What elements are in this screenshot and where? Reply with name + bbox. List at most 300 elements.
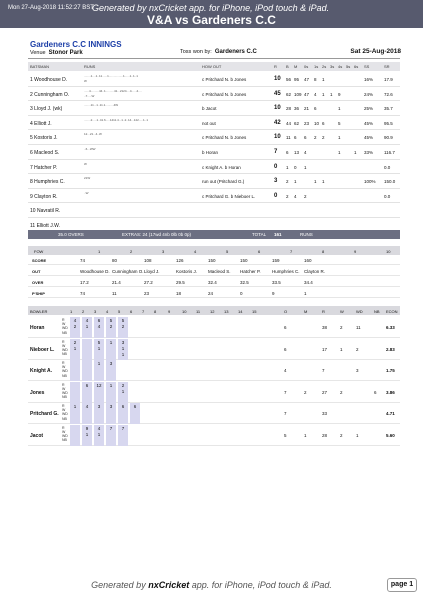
over-value: 3 xyxy=(97,404,101,409)
ball-by-ball: W xyxy=(84,161,87,166)
bowling-col-header: WD xyxy=(356,308,363,314)
fow-cell: 32.5 xyxy=(240,280,249,285)
batsman-stat-b: 1 xyxy=(286,164,289,170)
code-label: WD xyxy=(62,390,68,395)
batsman-stat-sr: 17.9 xyxy=(384,77,393,82)
fow-cell: Humphries C. xyxy=(272,269,300,274)
fow-cell: 108 xyxy=(144,258,152,263)
fow-cell: Woodhouse D. xyxy=(80,269,110,274)
batsman-stat-sr: 150.0 xyxy=(384,179,396,185)
over-value: 1 xyxy=(73,404,77,409)
bowler-stat-wd: 3 xyxy=(356,368,359,373)
code-label: R xyxy=(62,339,65,344)
bowler-stat-w: 2 xyxy=(340,432,343,438)
over-value: 5 xyxy=(97,339,101,345)
bowling-col-header: 5 xyxy=(118,308,121,314)
ball-by-ball-cont: ..7.....W xyxy=(84,93,95,98)
bowling-col-header: 10 xyxy=(182,308,187,314)
fow-wicket-number: 5 xyxy=(226,248,229,254)
code-label: R xyxy=(62,382,65,387)
batsman-stat-m: 95 xyxy=(294,77,300,82)
batsman-row xyxy=(28,87,400,102)
code-label: WD xyxy=(62,326,68,331)
over-value: 4 xyxy=(97,425,101,431)
batsman-stat-s2: 1 xyxy=(322,91,325,97)
batsman-stat-b: 11 xyxy=(286,135,291,141)
bowler-row xyxy=(28,360,400,381)
batsman-stat-z: 6 xyxy=(304,135,307,141)
batsman-stat-m: 0 xyxy=(294,164,297,170)
fow-wicket-number: 2 xyxy=(130,248,133,254)
batsman-number: 9 xyxy=(30,193,33,200)
over-value: 3 xyxy=(109,361,113,366)
batsman-number: 8 xyxy=(30,179,33,186)
bowler-name: Jones xyxy=(30,389,45,396)
batsman-row xyxy=(28,160,400,175)
code-label: W xyxy=(62,365,66,370)
code-label: R xyxy=(62,361,65,365)
over-cell xyxy=(94,360,104,381)
bowler-stat-o: 7 xyxy=(284,411,287,416)
bowler-name: Knight A. xyxy=(30,368,53,374)
fow-cell: 18 xyxy=(176,291,182,296)
fow-cell: Clayton R. xyxy=(304,269,326,274)
bowling-col-header: 15 xyxy=(252,308,257,314)
bowler-stat-r: 38 xyxy=(322,325,328,330)
batsman-stat-s6: 1 xyxy=(354,150,357,155)
batsman-stat-s2: 6 xyxy=(322,120,325,126)
batsman-name-text: Cunningham O. xyxy=(34,91,70,98)
batsman-stat-s4: 1 xyxy=(338,150,341,155)
generated-by-banner: Generated by nxCricket app. for iPhone, iPod touch & iPad. xyxy=(92,3,330,13)
fow-row-label: P'SHIP xyxy=(32,291,45,296)
bowling-header xyxy=(28,306,400,315)
batsman-stat-s1: 6 xyxy=(314,106,317,112)
match-date: Sat 25-Aug-2018 xyxy=(350,48,401,55)
batsman-runs: 0 xyxy=(274,192,278,199)
bowler-stat-wd: 2 xyxy=(356,346,359,352)
batsman-runs: 10 xyxy=(274,105,281,112)
over-cell xyxy=(94,317,104,338)
batsman-stat-s4: 5 xyxy=(338,120,341,126)
how-out: c Pritchard G. b Nieboer L. xyxy=(202,193,256,199)
batsman-name-text: Humphries C. xyxy=(34,179,65,186)
batsman-name xyxy=(30,208,60,214)
bowler-row-codes xyxy=(62,318,68,335)
venue-value: Stonor Park xyxy=(48,50,83,56)
ball-by-ball: ........1....1..11......1.................1......1..1..1 xyxy=(84,74,138,78)
batsman-stat-sr: 35.7 xyxy=(384,106,393,112)
code-label: R xyxy=(62,318,65,322)
bowler-name: Nieboer L. xyxy=(30,346,55,353)
bowling-col-header: BOWLER xyxy=(30,308,48,314)
batsman-row xyxy=(28,145,400,160)
over-cell xyxy=(94,339,104,360)
overs-summary: 35.0 OVERS xyxy=(58,232,84,237)
fow-row-label: OUT xyxy=(32,269,41,274)
over-cell xyxy=(106,403,116,424)
match-title: V&A vs Gardeners C.C xyxy=(147,13,276,27)
fow-cell: Cunningham O. xyxy=(112,269,144,274)
bowling-col-header: R xyxy=(322,308,325,314)
batsman-name-text: Hatcher P. xyxy=(34,164,58,171)
batsman-stat-s1: 1 xyxy=(314,179,317,185)
code-label: NB xyxy=(62,352,67,357)
batsman-runs: 7 xyxy=(274,149,278,155)
batsman-stat-ss: 45% xyxy=(364,120,374,126)
divider xyxy=(28,58,400,59)
over-value: 6 xyxy=(121,404,125,409)
batsman-name xyxy=(30,77,67,83)
code-label: NB xyxy=(62,416,67,421)
batting-col-header: HOW OUT xyxy=(202,64,222,69)
batting-col-header: SR xyxy=(384,64,390,69)
batsman-number: 5 xyxy=(30,135,33,142)
fow-cell: 150 xyxy=(208,258,216,263)
batsman-stat-m: 4 xyxy=(294,193,297,199)
toss-value: Gardeners C.C xyxy=(214,49,257,55)
code-label: W xyxy=(62,386,66,391)
fow-cell: 126 xyxy=(176,258,184,263)
fow-cell: 24 xyxy=(208,291,214,296)
bowler-stat-econ: 6.33 xyxy=(386,325,395,330)
over-value: 2 xyxy=(73,324,77,329)
bowler-stat-wd: 11 xyxy=(356,325,361,330)
batting-col-header: SS xyxy=(364,64,370,69)
code-label: NB xyxy=(62,395,67,400)
over-value: 4 xyxy=(85,318,89,323)
ball-by-ball: ........2.....1..41.6.....1411.4...1..2..14...122.....1..1 xyxy=(84,117,148,122)
batsman-stat-s2: 1 xyxy=(322,77,325,82)
batsman-name-text: Clayton R. xyxy=(34,193,58,200)
bowling-col-header: 4 xyxy=(106,308,109,314)
fow-cell: 33.5 xyxy=(272,280,281,285)
batsman-stat-ss: 25% xyxy=(364,106,374,112)
fow-wicket-number: 3 xyxy=(162,248,165,254)
batsman-stat-s1: 4 xyxy=(314,91,317,97)
batsman-stat-s1: 2 xyxy=(314,135,317,141)
over-cell xyxy=(82,317,92,338)
batsman-stat-z: 47 xyxy=(304,77,310,82)
over-cell xyxy=(70,403,80,424)
batsman-number: 2 xyxy=(30,91,33,98)
bowler-row xyxy=(28,403,400,424)
batsman-stat-z: 23 xyxy=(304,120,310,126)
bowler-stat-nb: 6 xyxy=(374,389,377,395)
fow-cell: 80 xyxy=(112,258,118,263)
how-out: not out xyxy=(202,120,216,126)
batsman-name xyxy=(30,223,60,229)
bowling-col-header: 13 xyxy=(224,308,229,314)
over-value: 7 xyxy=(121,425,125,431)
over-cell xyxy=(118,403,128,424)
fow-wicket-number: 4 xyxy=(194,248,197,254)
bowler-row-codes xyxy=(62,383,68,400)
batsman-stat-sr: 72.6 xyxy=(384,91,393,97)
bowler-stat-econ: 5.60 xyxy=(386,432,395,438)
batting-col-header: B xyxy=(286,64,289,69)
bowler-stat-o: 4 xyxy=(284,368,287,373)
over-cell xyxy=(94,403,104,424)
batsman-stat-sr: 90.9 xyxy=(384,135,393,141)
batsman-stat-ss: 45% xyxy=(364,135,374,141)
batsman-name-text: Woodhouse D. xyxy=(34,77,68,83)
footer-banner xyxy=(0,580,423,590)
over-value: 1 xyxy=(73,345,77,351)
fow-cell: 23 xyxy=(144,291,150,296)
over-cell xyxy=(106,425,116,446)
over-cell xyxy=(118,339,128,360)
batting-header xyxy=(28,62,400,71)
how-out: run out (Pritchard G.) xyxy=(202,179,245,185)
fow-wicket-number: 9 xyxy=(354,248,357,254)
batsman-stat-sr: 0.0 xyxy=(384,164,391,170)
fow-row-out xyxy=(28,267,400,276)
fow-header xyxy=(28,246,400,255)
batsman-stat-s1: 10 xyxy=(314,120,320,126)
fow-cell: Lloyd J. xyxy=(144,269,160,274)
how-out: c Pritchard N. b Jones xyxy=(202,135,247,141)
over-value: 1 xyxy=(97,345,101,351)
fow-cell: 9 xyxy=(272,291,275,296)
fow-cell: 150 xyxy=(240,258,248,263)
fow-cell: Kostoris J. xyxy=(176,269,198,274)
bowler-stat-w: 1 xyxy=(340,346,343,352)
runs-label: RUNS xyxy=(300,232,313,237)
over-value: 9 xyxy=(85,425,89,431)
over-value: 1 xyxy=(121,388,125,394)
how-out: b Jacot xyxy=(202,106,217,112)
batsman-runs: 0 xyxy=(274,163,278,170)
ball-by-ball: ......4..........44..1..........41...2124....4......4.... xyxy=(84,88,142,93)
fow-cell: 0 xyxy=(240,291,243,296)
bowling-col-header: 2 xyxy=(82,308,85,314)
bowling-col-header: 11 xyxy=(196,308,201,314)
bowling-col-header: ECON xyxy=(386,308,398,314)
fow-row-overs xyxy=(28,278,400,287)
over-value: 1 xyxy=(97,431,101,437)
bowler-name: Horan xyxy=(30,325,45,331)
fow-cell: 32.4 xyxy=(208,280,217,285)
over-cell xyxy=(106,360,116,381)
bowler-stat-o: 6 xyxy=(284,325,287,330)
fow-cell: 74 xyxy=(80,291,86,296)
batsman-stat-b: 62 xyxy=(286,91,292,97)
code-label: W xyxy=(62,322,66,327)
bowler-row xyxy=(28,317,400,338)
code-label: R xyxy=(62,404,65,408)
batsman-row xyxy=(28,101,400,116)
batsman-row xyxy=(28,72,400,87)
batsman-name-text: Navratil R. xyxy=(36,208,61,215)
batsman-row xyxy=(28,130,400,145)
footer-text-pre: Generated by xyxy=(91,580,149,590)
batsman-name xyxy=(30,135,58,141)
bowler-name: Jacot xyxy=(30,432,44,439)
batsman-stat-ss: 16% xyxy=(364,77,374,82)
batsman-number: 3 xyxy=(30,106,33,113)
bowler-stat-m: 2 xyxy=(304,389,307,395)
bowling-col-header: NB xyxy=(374,308,380,314)
over-value: 2 xyxy=(109,324,113,329)
bowling-col-header: W xyxy=(340,308,344,314)
batsman-stat-s4: 1 xyxy=(338,135,341,141)
fow-row-scores xyxy=(28,256,400,265)
fow-cell: 29.5 xyxy=(176,280,185,285)
batsman-number: 4 xyxy=(30,120,33,127)
over-cell xyxy=(70,317,80,338)
code-label: WD xyxy=(62,433,68,438)
code-label: W xyxy=(62,408,66,413)
toss xyxy=(180,49,257,55)
over-value: 5 xyxy=(121,318,125,323)
batsman-name xyxy=(30,165,57,171)
bowler-stat-w: 2 xyxy=(340,325,343,330)
over-cell xyxy=(106,339,116,360)
bowler-row xyxy=(28,382,400,403)
bowler-stat-r: 7 xyxy=(322,368,325,373)
bowling-col-header: M xyxy=(304,308,308,314)
batsman-runs: 42 xyxy=(274,119,281,126)
footer-text-post: app. for iPhone, iPod touch & iPad. xyxy=(189,580,332,590)
fow-row-label: SCORE xyxy=(32,258,47,263)
batsman-stat-z: 4 xyxy=(304,150,307,155)
batting-col-header: RUNS xyxy=(84,64,96,69)
batsman-stat-b: 28 xyxy=(286,106,292,112)
over-value: 2 xyxy=(73,339,77,345)
over-cell xyxy=(82,425,92,446)
batsman-stat-ss: 100% xyxy=(364,179,376,185)
batsman-name xyxy=(30,106,62,112)
over-value: 1 xyxy=(121,351,125,357)
over-value: 6 xyxy=(85,382,89,388)
fow-row-pships xyxy=(28,289,400,298)
batting-col-header: BATSMAN xyxy=(30,64,50,69)
fow-cell: Hatcher P. xyxy=(240,269,261,274)
fow-wicket-number: 10 xyxy=(386,248,391,254)
over-value: 2 xyxy=(121,382,125,388)
bowler-stat-econ: 2.83 xyxy=(386,346,395,352)
batsman-number: 6 xyxy=(30,150,33,156)
bowler-row-codes xyxy=(62,404,68,421)
how-out: c Pritchard N. b Jones xyxy=(202,77,247,82)
batting-col-header: 5s xyxy=(346,64,351,69)
batsman-number: 10 xyxy=(30,208,36,215)
over-value: 4 xyxy=(73,318,77,323)
venue xyxy=(30,50,83,56)
over-value: 2 xyxy=(121,324,125,329)
over-cell xyxy=(82,360,92,381)
batsman-name xyxy=(30,121,52,127)
code-label: NB xyxy=(62,330,67,335)
bowling-col-header: 9 xyxy=(168,308,171,314)
over-value: 1 xyxy=(97,361,101,366)
batsman-stat-s2: 1 xyxy=(322,179,325,185)
bowling-col-header: 8 xyxy=(154,308,157,314)
ball-by-ball: ........11...1..11.1..........4W xyxy=(84,103,119,108)
code-label: W xyxy=(62,343,66,348)
batting-col-header: R xyxy=(274,64,277,69)
total-label: TOTAL xyxy=(252,232,267,237)
batting-col-header: M xyxy=(294,64,298,69)
over-cell xyxy=(118,382,128,403)
batsman-stat-ss: 24% xyxy=(364,91,374,97)
code-label: WD xyxy=(62,347,68,352)
bowler-stat-wd: 1 xyxy=(356,432,359,438)
page-number: page 1 xyxy=(387,578,417,592)
code-label: WD xyxy=(62,412,68,417)
bowler-row xyxy=(28,339,400,360)
batting-col-header: 3s xyxy=(330,64,335,69)
fow-cell: 34.4 xyxy=(304,280,313,285)
bowler-stat-econ: 3.86 xyxy=(386,389,395,395)
bowling-col-header: 3 xyxy=(94,308,97,314)
batting-col-header: 2s xyxy=(322,64,327,69)
venue-label: Venue xyxy=(30,50,46,56)
batsman-stat-s1: 8 xyxy=(314,77,317,82)
ball-by-ball: ..6...WW xyxy=(84,147,96,151)
bowling-col-header: 12 xyxy=(210,308,215,314)
batsman-stat-b: 2 xyxy=(286,193,289,199)
batting-col-header: 1s xyxy=(314,64,319,69)
bowler-stat-r: 17 xyxy=(322,346,328,352)
bowler-row-codes xyxy=(62,340,68,357)
batting-col-header: 4s xyxy=(338,64,343,69)
code-label: R xyxy=(62,425,65,430)
top-bar xyxy=(0,0,423,28)
batsman-stat-m: 1 xyxy=(294,179,297,185)
bowler-stat-econ: 4.71 xyxy=(386,411,395,416)
batsman-number: 11 xyxy=(30,223,36,229)
over-value: 1 xyxy=(109,382,113,388)
fow-cell: 74 xyxy=(80,258,86,263)
code-label: NB xyxy=(62,373,67,378)
over-value: 6 xyxy=(97,318,101,323)
fow-cell: 21.4 xyxy=(112,280,121,285)
batsman-name-text: Kostoris J. xyxy=(34,135,58,142)
over-cell xyxy=(106,317,116,338)
over-value: 1 xyxy=(121,345,125,351)
batsman-name-text: Macleod S. xyxy=(34,150,60,156)
fow-wicket-number: 7 xyxy=(290,248,293,254)
over-cell xyxy=(94,425,104,446)
bowler-stat-m: 1 xyxy=(304,432,307,438)
over-value: 12 xyxy=(96,382,102,388)
fow-cell: Macleod S. xyxy=(208,269,231,274)
batsman-stat-s2: 2 xyxy=(322,135,325,141)
over-value: 4 xyxy=(85,404,89,409)
timestamp: Mon 27-Aug-2018 11:52:27 BST xyxy=(8,5,94,11)
over-value: 5 xyxy=(109,318,113,323)
batsman-name xyxy=(30,179,65,185)
bowling-col-header: 14 xyxy=(238,308,243,314)
batsman-row xyxy=(28,203,400,218)
bowler-stat-o: 7 xyxy=(284,389,287,395)
batsman-stat-z: 1 xyxy=(304,164,307,170)
over-value: 1 xyxy=(85,431,89,437)
batsman-stat-b: 2 xyxy=(286,179,289,185)
batsman-stat-z: 21 xyxy=(304,106,310,112)
fow-row-label: OVER xyxy=(32,280,44,285)
batsman-stat-m: 109 xyxy=(294,91,302,97)
batsman-name-text: Lloyd J. (wk) xyxy=(34,106,63,113)
batsman-number: 1 xyxy=(30,77,33,83)
batsman-runs: 3 xyxy=(274,178,278,185)
batsman-name xyxy=(30,150,59,156)
toss-label: Toss won by: xyxy=(180,49,212,55)
fow-cell: 159 xyxy=(272,258,280,263)
over-cell xyxy=(70,360,80,381)
